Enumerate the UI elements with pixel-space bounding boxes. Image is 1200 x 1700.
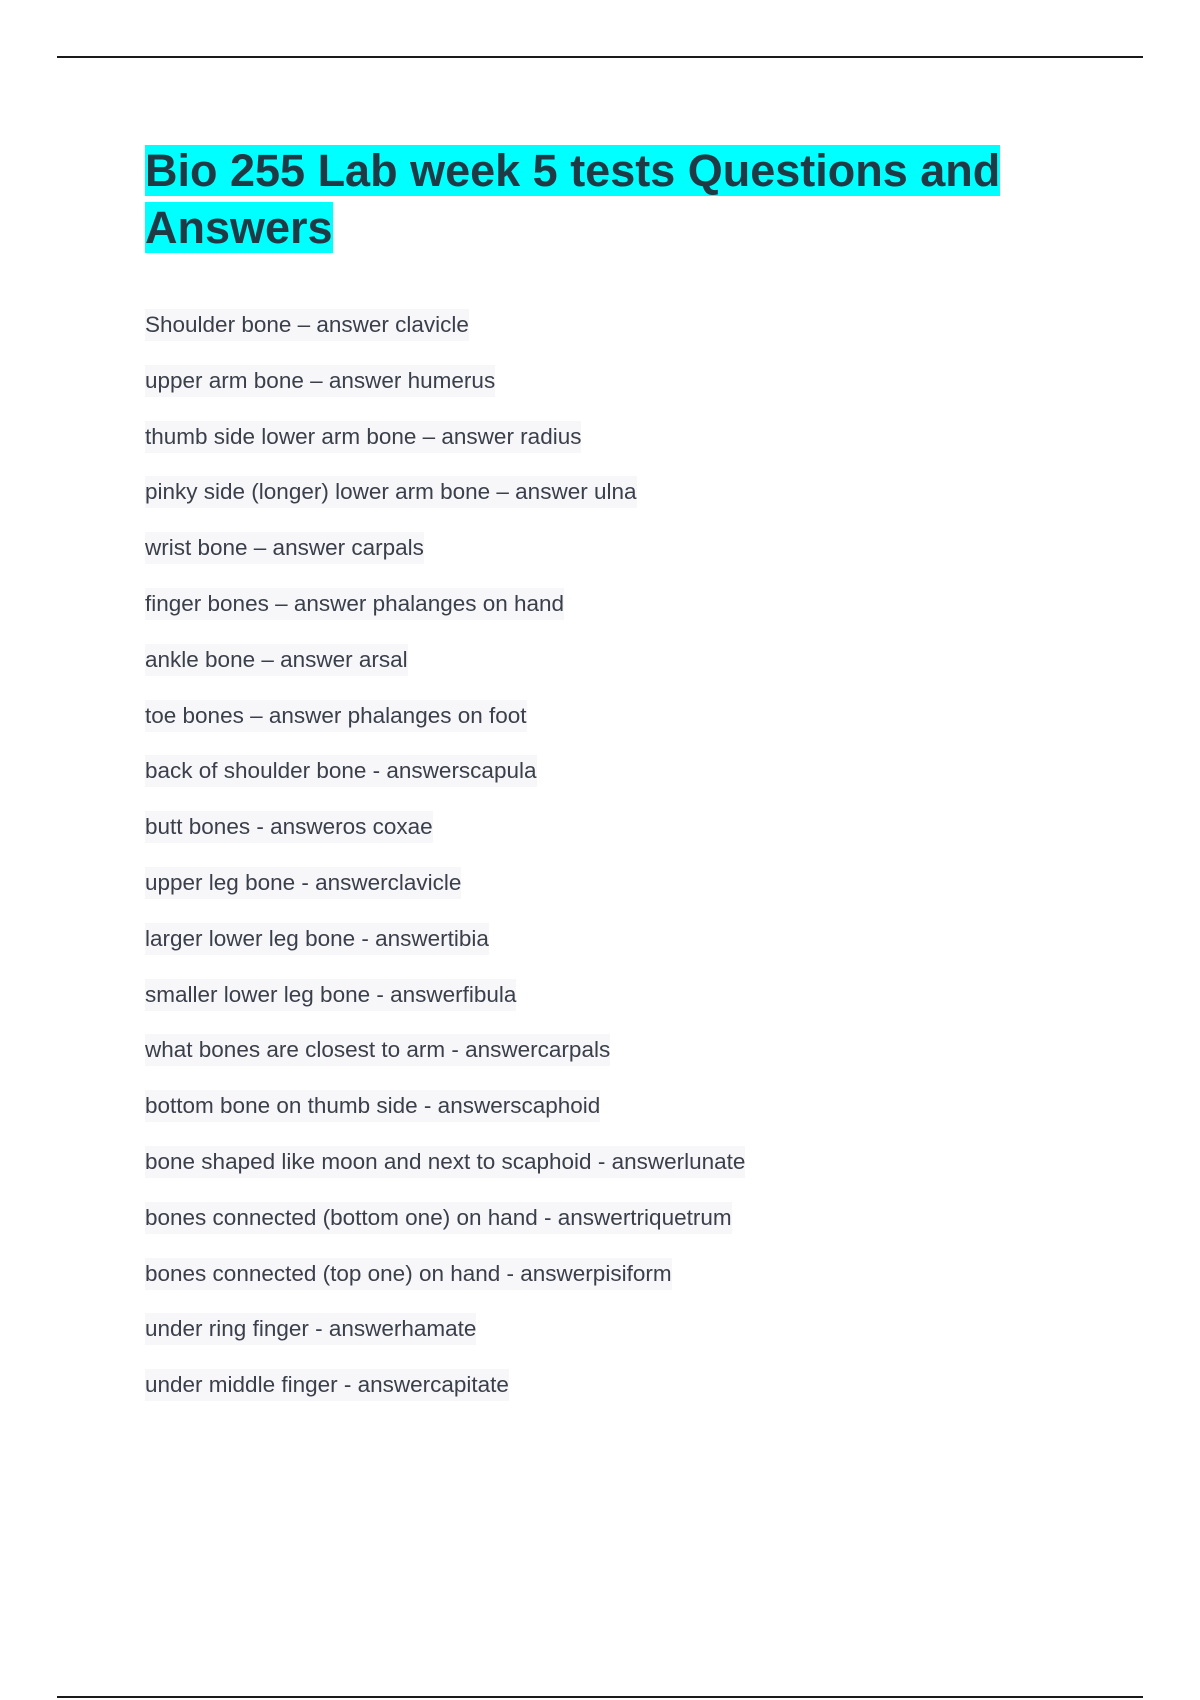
qa-item <box>145 1034 745 1090</box>
qa-item <box>145 1202 745 1258</box>
qa-item <box>145 1313 745 1369</box>
qa-item <box>145 1146 745 1202</box>
qa-item <box>145 532 745 588</box>
qa-text: upper leg bone - answerclavicle <box>145 867 461 899</box>
qa-text: bones connected (bottom one) on hand - answertriquetrum <box>145 1202 732 1234</box>
qa-item <box>145 309 745 365</box>
qa-item <box>145 979 745 1035</box>
qa-item <box>145 644 745 700</box>
footer-rule <box>57 1696 1143 1698</box>
qa-text: ankle bone – answer arsal <box>145 644 408 676</box>
qa-text: bones connected (top one) on hand - answerpisiform <box>145 1258 672 1290</box>
qa-item <box>145 700 745 756</box>
qa-item <box>145 588 745 644</box>
qa-text: wrist bone – answer carpals <box>145 532 424 564</box>
qa-text: butt bones - answeros coxae <box>145 811 433 843</box>
qa-text: thumb side lower arm bone – answer radius <box>145 421 581 453</box>
qa-item <box>145 476 745 532</box>
qa-text: smaller lower leg bone - answerfibula <box>145 979 516 1011</box>
qa-text: finger bones – answer phalanges on hand <box>145 588 564 620</box>
qa-item <box>145 755 745 811</box>
qa-item <box>145 811 745 867</box>
qa-item <box>145 365 745 421</box>
qa-text: upper arm bone – answer humerus <box>145 365 495 397</box>
qa-text: toe bones – answer phalanges on foot <box>145 700 527 732</box>
document-title <box>145 142 1045 256</box>
qa-text: Shoulder bone – answer clavicle <box>145 309 469 341</box>
qa-text: back of shoulder bone - answerscapula <box>145 755 537 787</box>
qa-item <box>145 1090 745 1146</box>
qa-item <box>145 1258 745 1314</box>
qa-text: bone shaped like moon and next to scaphoid - answerlunate <box>145 1146 745 1178</box>
qa-text: what bones are closest to arm - answercarpals <box>145 1034 610 1066</box>
header-rule <box>57 56 1143 58</box>
title-highlight: Bio 255 Lab week 5 tests Questions and Answers <box>145 145 1001 253</box>
qa-item <box>145 421 745 477</box>
qa-text: larger lower leg bone - answertibia <box>145 923 489 955</box>
qa-text: under ring finger - answerhamate <box>145 1313 476 1345</box>
qa-text: pinky side (longer) lower arm bone – answer ulna <box>145 476 637 508</box>
qa-item <box>145 923 745 979</box>
qa-text: bottom bone on thumb side - answerscaphoid <box>145 1090 600 1122</box>
qa-item <box>145 867 745 923</box>
qa-text: under middle finger - answercapitate <box>145 1369 509 1401</box>
qa-item <box>145 1369 745 1425</box>
qa-list <box>145 309 745 1425</box>
